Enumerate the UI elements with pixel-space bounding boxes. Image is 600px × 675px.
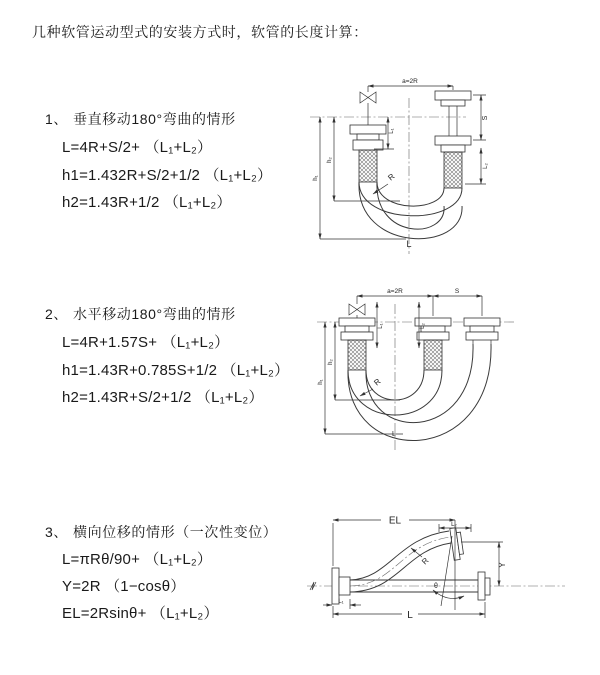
dim-l1 (323, 599, 361, 609)
dim-a2r (357, 288, 482, 316)
label-s: S (454, 288, 460, 295)
valve-icon (349, 296, 365, 318)
dim-a2r (368, 78, 453, 90)
formula-2-2: h1=1.43R+0.785S+1/2 （L₁+L₂） (62, 362, 290, 379)
label-r: R (372, 376, 383, 388)
hose-curves (359, 182, 462, 239)
hose-curves (348, 344, 491, 441)
formula-1-2: h1=1.432R+S/2+1/2 （L₁+L₂） (62, 167, 273, 184)
label-s: S (482, 115, 489, 121)
formula-3-1: L=πRθ/90+ （L₁+L₂） (62, 551, 213, 568)
label-r: R (386, 171, 397, 183)
right-fitting (464, 318, 500, 344)
dim-s (433, 288, 482, 296)
section-3-title: 横向位移的情形（一次性变位） (73, 524, 278, 540)
section-2-number: 2、 (45, 306, 68, 322)
right-flange (478, 572, 490, 600)
section-3-number: 3、 (45, 524, 68, 540)
dim-s (473, 95, 489, 140)
label-l2: L₂ (483, 163, 489, 169)
label-l1: L₁ (338, 599, 344, 605)
label-a2r: a=2R (402, 78, 418, 85)
label-l: L (407, 610, 413, 621)
label-l1: L₁ (378, 323, 384, 329)
page-title: 几种软管运动型式的安装方式时，软管的长度计算： (32, 24, 368, 40)
label-h1: h₁ (318, 379, 324, 385)
section-3-heading (45, 522, 277, 542)
left-fitting (339, 318, 375, 370)
label-l-bottom: L (406, 239, 412, 249)
left-fitting (350, 125, 386, 182)
section-2-heading (45, 304, 236, 324)
label-el: EL (388, 515, 402, 527)
valve-icon (360, 86, 376, 125)
label-l1: L₁ (389, 128, 395, 134)
label-theta: θ (434, 583, 438, 590)
diagram-lateral-displacement (303, 506, 600, 648)
label-r: R (420, 556, 431, 567)
label-h2: h₂ (328, 359, 334, 365)
section-2-title: 水平移动180°弯曲的情形 (73, 306, 236, 322)
label-h2: h₂ (327, 157, 333, 163)
formula-3-2: Y=2R （1−cosθ） (62, 578, 186, 595)
formula-2-3: h2=1.43R+S/2+1/2 （L₁+L₂） (62, 389, 264, 406)
label-l-bottom: L (392, 431, 396, 438)
formula-1-1: L=4R+S/2+ （L₁+L₂） (62, 139, 213, 156)
dim-l1 (377, 302, 384, 348)
diagram-vertical-180 (308, 72, 600, 260)
label-a2r: a=2R (387, 288, 403, 295)
section-1-title: 垂直移动180°弯曲的情形 (73, 111, 236, 127)
dim-l2 (465, 148, 489, 184)
label-h1: h₁ (313, 175, 319, 181)
upper-flange (450, 527, 464, 560)
section-1-number: 1、 (45, 111, 68, 127)
right-fitting (435, 91, 471, 188)
formula-3-3: EL=2Rsinθ+ （L₁+L₂） (62, 605, 219, 622)
label-y: Y (498, 562, 507, 568)
formula-2-1: L=4R+1.57S+ （L₁+L₂） (62, 334, 230, 351)
label-l2: L₂ (451, 522, 457, 528)
formula-1-3: h2=1.43R+1/2 （L₁+L₂） (62, 194, 232, 211)
section-1-heading (45, 109, 236, 129)
diagram-horizontal-180 (315, 282, 600, 460)
radius-callout (360, 377, 383, 396)
label-l2: L₂ (420, 323, 426, 329)
